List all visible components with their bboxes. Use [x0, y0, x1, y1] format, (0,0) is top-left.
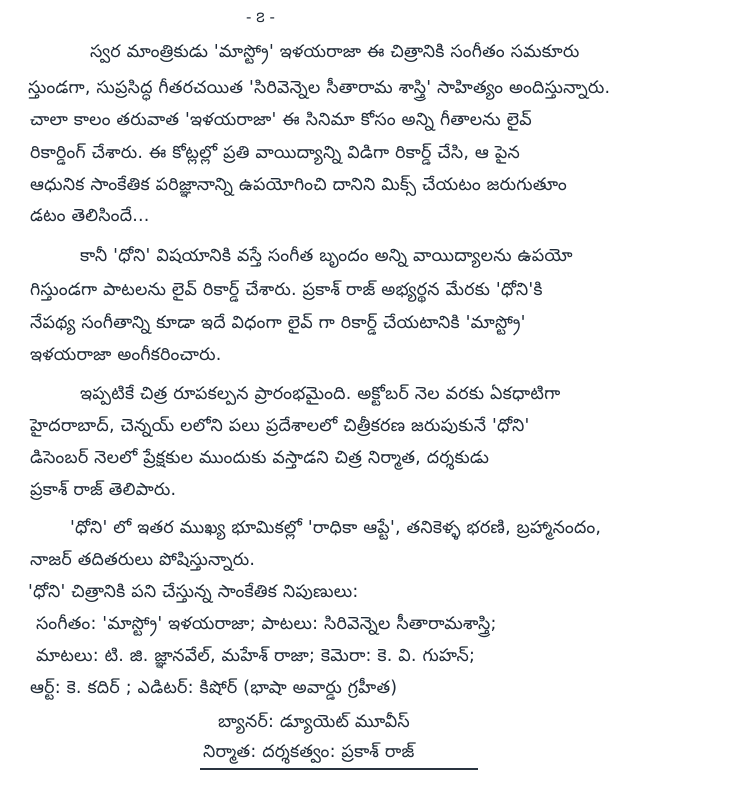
paragraph-3-line-1: ఇప్పటికే చిత్ర రూపకల్పన ప్రారంభమైంది. అక్టోబర్ నెల వరకు ఏకధాటిగా — [80, 384, 561, 404]
credits-line-2: మాటలు: టి. జి. జ్ఞానవేల్, మహేశ్ రాజా; కెమెరా: కె. వి. గుహన్; — [36, 646, 476, 666]
banner-line: బ్యానర్: డ్యూయెట్ మూవీస్ — [218, 712, 410, 732]
paragraph-3-line-2: హైదరాబాద్, చెన్నయ్ లలోని పలు ప్రదేశాలలో చిత్రీకరణ జరుపుకునే 'ధోని' — [30, 416, 530, 436]
paragraph-2-line-2: గిస్తుండగా పాటలను లైవ్ రికార్డ్ చేశారు. ప్రకాశ్ రాజ్ అభ్యర్థన మేరకు 'ధోని'కి — [30, 280, 543, 300]
page-number: - ౭ - — [246, 8, 275, 26]
paragraph-1-line-5: ఆధునిక సాంకేతిక పరిజ్ఞానాన్ని ఉపయోగించి దానిని మిక్స్ చేయటం జరుగుతూం — [30, 175, 567, 195]
paragraph-4-line-1: 'ధోని' లో ఇతర ముఖ్య భూమికల్లో 'రాధికా ఆప్టే', తనికెళ్ళ భరణి, బ్రహ్మానందం, — [70, 518, 602, 538]
paragraph-2-line-3: నేపథ్య సంగీతాన్ని కూడా ఇదే విధంగా లైవ్ గా రికార్డ్ చేయటానికి 'మాస్ట్రో' — [30, 313, 526, 333]
paragraph-1-line-1: స్వర మాంత్రికుడు 'మాస్ట్రో' ఇళయరాజా ఈ చిత్రానికి సంగీతం సమకూరు — [90, 42, 580, 62]
paragraph-1-line-6: డటం తెలిసిందే... — [30, 206, 150, 226]
credits-line-3: ఆర్ట్: కె. కదిర్ ; ఎడిటర్: కిషోర్ (భాషా అవార్డు గ్రహీత) — [30, 678, 398, 698]
paragraph-3-line-3: డిసెంబర్ నెలలో ప్రేక్షకుల ముందుకు వస్తాడని చిత్ర నిర్మాత, దర్శకుడు — [30, 448, 490, 468]
paragraph-3-line-4: ప్రకాశ్ రాజ్ తెలిపారు. — [30, 480, 177, 500]
paragraph-1-line-4: రికార్డింగ్ చేశారు. ఈ కోట్లల్లో ప్రతి వాయిద్యాన్ని విడిగా రికార్డ్ చేసి, ఆ పైన — [30, 143, 520, 163]
paragraph-1-line-2: స్తుండగా, సుప్రసిద్ధ గీతరచయిత 'సిరివెన్నెల సీతారామ శాస్త్రి' సాహిత్యం అందిస్తున్నారు. — [28, 78, 611, 98]
credits-line-1: సంగీతం: 'మాస్ట్రో' ఇళయరాజా; పాటలు: సిరివెన్నెల సీతారామశాస్త్రి; — [36, 614, 497, 634]
paragraph-1-line-3: చాలా కాలం తరువాత 'ఇళయరాజా' ఈ సినిమా కోసం అన్ని గీతాలను లైవ్ — [30, 110, 532, 130]
paragraph-4-line-2: నాజర్ తదితరులు పోషిస్తున్నారు. — [30, 550, 256, 570]
paragraph-2-line-1: కానీ 'ధోని' విషయానికి వస్తే సంగీత బృందం అన్ని వాయిద్యాలను ఉపయో — [80, 246, 573, 266]
paragraph-2-line-4: ఇళయరాజా అంగీకరించారు. — [30, 345, 222, 365]
director-line: నిర్మాత: దర్శకత్వం: ప్రకాశ్ రాజ్ — [203, 742, 415, 762]
credits-heading: 'ధోని' చిత్రానికి పని చేస్తున్న సాంకేతిక నిపుణులు: — [28, 582, 359, 602]
bottom-rule — [200, 768, 478, 770]
